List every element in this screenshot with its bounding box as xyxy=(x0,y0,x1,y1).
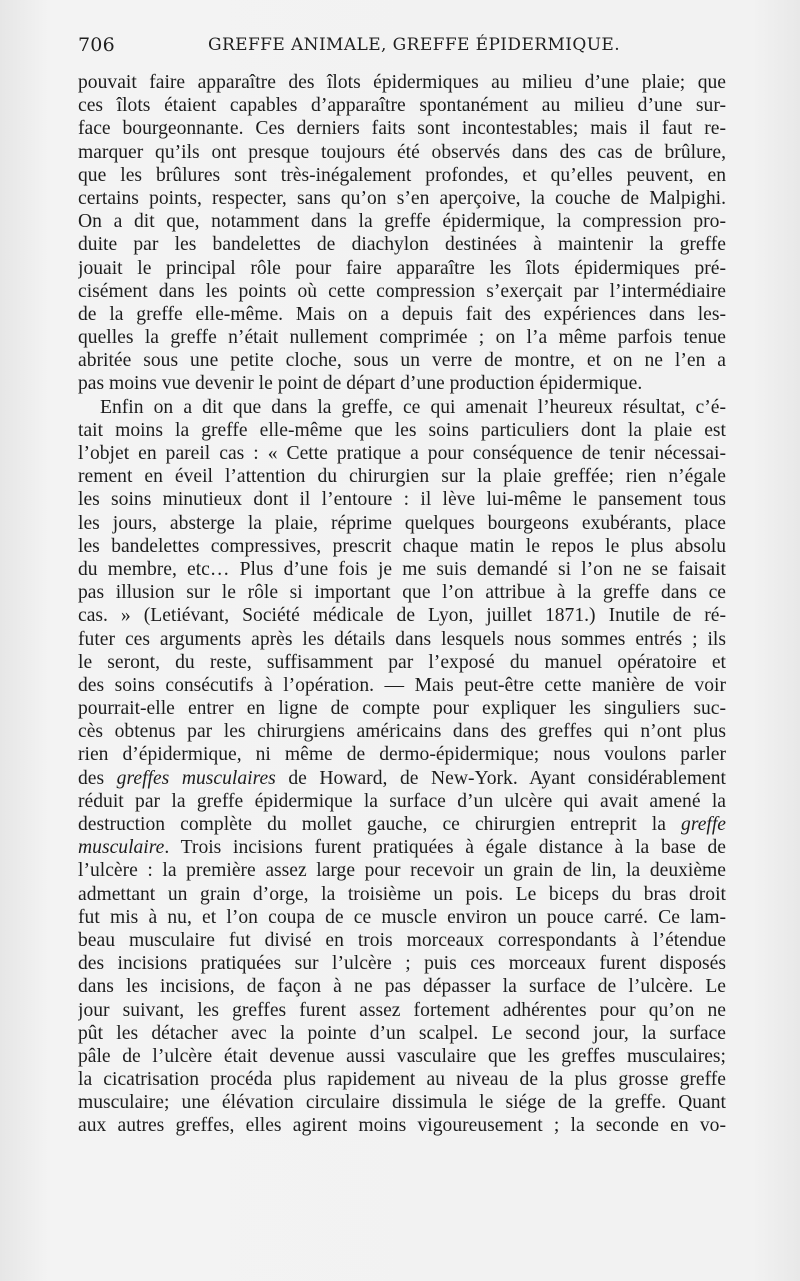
text-line: aux autres greffes, elles agirent moins vigoureusement ; la seconde en vo- xyxy=(78,1115,726,1137)
text-line: futer ces arguments après les détails dans lesquels nous sommes entrés ; ils xyxy=(78,628,726,650)
text-line: On a dit que, notamment dans la greffe épidermique, la compression pro- xyxy=(78,211,726,233)
text-line: des incisions pratiquées sur l’ulcère ; puis ces morceaux furent disposés xyxy=(78,953,726,975)
text-line: ces îlots étaient capables d’apparaître spontanément au milieu d’une sur- xyxy=(78,95,726,117)
text-line: le seront, du reste, suffisamment par l’exposé du manuel opératoire et xyxy=(78,651,726,673)
text-line: musculaire; une élévation circulaire dissimula le siége de la greffe. Quant xyxy=(78,1092,726,1114)
text-line: l’objet en pareil cas : « Cette pratique a pour conséquence de tenir nécessai- xyxy=(78,443,726,464)
page-number: 706 xyxy=(78,34,115,56)
text-line: abritée sous une petite cloche, sous un verre de montre, et on ne l’en a xyxy=(78,350,726,372)
text-line: des soins consécutifs à l’opération. — Mais peut-être cette manière de voir xyxy=(78,674,726,696)
text-line: certains points, respecter, sans qu’on s’en aperçoive, la couche de Malpighi. xyxy=(78,187,726,209)
text-line xyxy=(78,813,726,836)
text-line: face bourgeonnante. Ces derniers faits sont incontestables; mais il faut re- xyxy=(78,118,726,140)
text-line xyxy=(78,836,726,859)
text-line: rement en éveil l’attention du chirurgien sur la plaie greffée; rien n’égale xyxy=(78,466,726,488)
body-text xyxy=(78,71,726,1138)
text-line: les bandelettes compressives, prescrit chaque matin le repos le plus absolu xyxy=(78,535,726,557)
text-line: cas. » (Letiévant, Société médicale de Lyon, juillet 1871.) Inutile de ré- xyxy=(78,605,726,627)
text-line: tait moins la greffe elle-même que les soins particuliers dont la plaie est xyxy=(78,419,726,441)
text-line: pâle de l’ulcère était devenue aussi vasculaire que les greffes musculaires; xyxy=(78,1045,726,1067)
text-segment: destruction complète du mollet gauche, ce chirurgien entreprit la xyxy=(78,814,682,835)
text-line: cès obtenus par les chirurgiens américains dans des greffes qui n’ont plus xyxy=(78,721,726,743)
text-line: la cicatrisation procéda plus rapidement au niveau de la plus grosse greffe xyxy=(78,1069,726,1091)
text-line: de la greffe elle-même. Mais on a depuis fait des expériences dans les- xyxy=(78,303,726,325)
text-line: l’ulcère : la première assez large pour recevoir un grain de lin, la deuxième xyxy=(78,860,726,882)
text-line: pût les détacher avec la pointe d’un scalpel. Le second jour, la surface xyxy=(78,1022,726,1044)
text-line: les jours, absterge la plaie, réprime quelques bourgeons exubérants, place xyxy=(78,512,726,534)
text-line: du membre, etc… Plus d’une fois je me suis demandé si l’on ne se faisait xyxy=(78,558,726,580)
text-line: pouvait faire apparaître des îlots épidermiques au milieu d’une plaie; que xyxy=(78,72,726,93)
text-line: dans les incisions, de façon à ne pas dépasser la surface de l’ulcère. Le xyxy=(78,976,726,998)
text-line xyxy=(78,767,726,790)
italic-term: greffes musculaires xyxy=(116,767,276,789)
page-header xyxy=(78,34,726,60)
text-segment: des xyxy=(78,767,117,789)
text-line: cisément dans les points où cette compression s’exerçait par l’intermédiaire xyxy=(78,280,726,302)
text-line: les soins minutieux dont il l’entoure : il lève lui-même le pansement tous xyxy=(78,489,726,511)
text-line: pourrait-elle entrer en ligne de compte pour expliquer les singuliers suc- xyxy=(78,698,726,720)
text-line: fut mis à nu, et l’on coupa de ce muscle environ un pouce carré. Ce lam- xyxy=(78,906,726,928)
text-line: réduit par la greffe épidermique la surface d’un ulcère qui avait amené la xyxy=(78,790,726,812)
text-segment: de Howard, de New-York. Ayant considérablement xyxy=(275,767,726,789)
text-line: que les brûlures sont très-inégalement profondes, et qu’elles peuvent, en xyxy=(78,164,726,186)
text-line: Enfin on a dit que dans la greffe, ce qui amenait l’heureux résultat, c’é- xyxy=(100,396,726,418)
text-line: quelles la greffe n’était nullement comprimée ; on l’a même parfois tenue xyxy=(78,327,726,349)
text-line: pas illusion sur le rôle si important que l’on attribue à la greffe dans ce xyxy=(78,582,726,604)
text-line: duite par les bandelettes de diachylon destinées à maintenir la greffe xyxy=(78,234,726,256)
text-line: jouait le principal rôle pour faire apparaître les îlots épidermiques pré- xyxy=(78,257,726,279)
italic-term: musculaire xyxy=(78,837,165,859)
text-line: marquer qu’ils ont presque toujours été observés dans des cas de brûlure, xyxy=(78,141,726,163)
text-line: admettant un grain d’orge, la troisième un pois. Le biceps du bras droit xyxy=(78,883,726,905)
text-line: jour suivant, les greffes furent assez fortement adhérentes pour qu’on ne xyxy=(78,999,726,1021)
text-segment: . Trois incisions furent pratiquées à égale distance à la base de xyxy=(164,837,726,859)
text-line: beau musculaire fut divisé en trois morceaux correspondants à l’étendue xyxy=(78,929,726,951)
text-line: pas moins vue devenir le point de départ d’une production épidermique. xyxy=(78,373,643,395)
italic-term: greffe xyxy=(681,814,726,835)
running-title: GREFFE ANIMALE, GREFFE ÉPIDERMIQUE. xyxy=(208,35,621,55)
text-line: rien d’épidermique, ni même de dermo-épidermique; nous voulons parler xyxy=(78,744,726,766)
